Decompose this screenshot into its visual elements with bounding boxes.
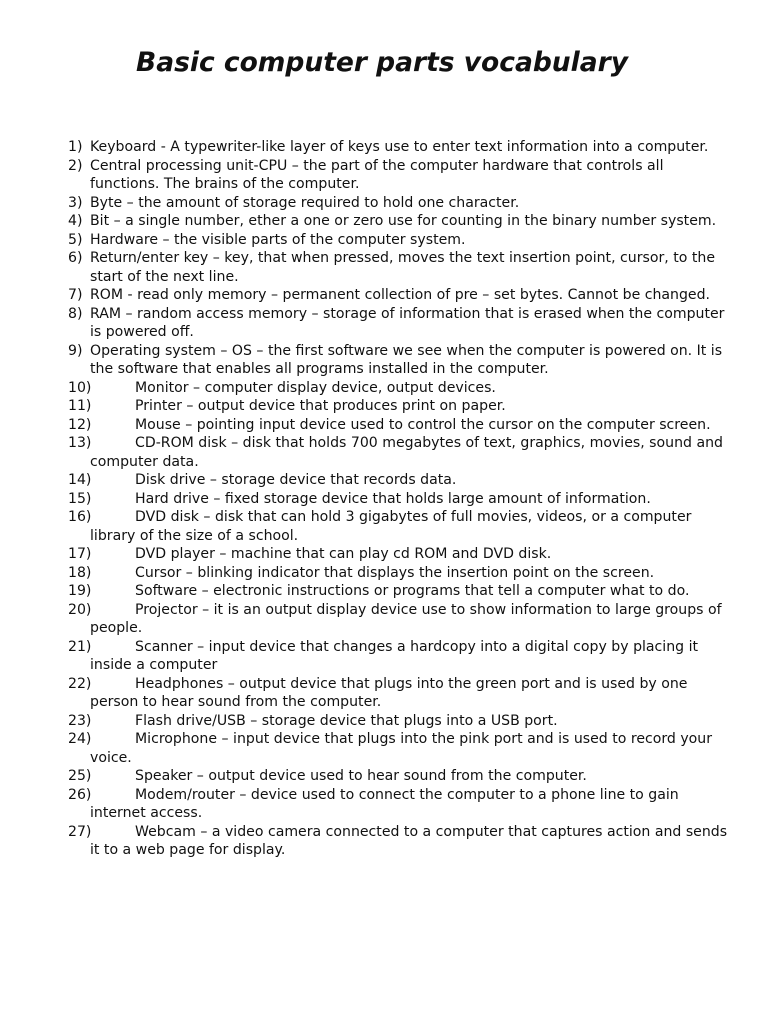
list-item (0, 564, 730, 583)
item-text: Webcam – a video camera connected to a computer that captures action and sends it to a web page for display. (90, 823, 728, 858)
item-text: Headphones – output device that plugs into the green port and is used by one person to hear sound from the computer. (90, 675, 688, 710)
list-item (0, 286, 730, 305)
list-item (0, 416, 730, 435)
item-number: 15) (68, 490, 92, 507)
item-text: Hard drive – fixed storage device that holds large amount of information. (135, 490, 651, 507)
list-item (0, 342, 730, 379)
item-number: 6) (68, 250, 83, 266)
list-item (0, 767, 730, 786)
item-text: Hardware – the visible parts of the computer system. (90, 231, 466, 248)
list-item (0, 379, 730, 398)
vocabulary-list (0, 138, 768, 860)
item-text: RAM – random access memory – storage of information that is erased when the computer is powered off. (90, 305, 725, 340)
item-number: 13) (68, 435, 92, 451)
item-number: 10) (68, 379, 92, 396)
item-number: 5) (68, 231, 83, 248)
item-number: 16) (68, 509, 92, 525)
item-number: 24) (68, 731, 92, 747)
item-text: Mouse – pointing input device used to control the cursor on the computer screen. (135, 416, 711, 433)
item-text: Microphone – input device that plugs into the pink port and is used to record your voice. (90, 731, 713, 766)
item-number: 4) (68, 213, 83, 229)
item-number: 25) (68, 768, 92, 784)
item-text: Flash drive/USB – storage device that plugs into a USB port. (135, 712, 558, 729)
list-item (0, 786, 730, 823)
item-text: Scanner – input device that changes a hardcopy into a digital copy by placing it inside a computer (90, 638, 699, 673)
item-text: Keyboard - A typewriter-like layer of keys use to enter text information into a computer. (90, 139, 709, 155)
item-number: 9) (68, 342, 83, 359)
list-item (0, 194, 730, 213)
item-number: 11) (68, 398, 92, 414)
list-item (0, 730, 730, 767)
list-item (0, 712, 730, 731)
item-number: 21) (68, 638, 92, 655)
item-text: CD-ROM disk – disk that holds 700 megabytes of text, graphics, movies, sound and computer data. (90, 435, 723, 470)
item-text: ROM - read only memory – permanent collection of pre – set bytes. Cannot be changed. (90, 287, 711, 303)
item-text: Modem/router – device used to connect the computer to a phone line to gain internet access. (90, 786, 679, 821)
item-number: 1) (68, 139, 83, 155)
list-item (0, 675, 730, 712)
item-number: 23) (68, 712, 92, 729)
item-number: 8) (68, 305, 83, 322)
item-text: DVD disk – disk that can hold 3 gigabytes of full movies, videos, or a computer library of the size of a school. (90, 509, 692, 544)
item-text: Return/enter key – key, that when pressed, moves the text insertion point, cursor, to the start of the next line. (90, 250, 715, 285)
item-text: Operating system – OS – the first software we see when the computer is powered on. It is the software that enables all programs installed in the computer. (90, 342, 723, 377)
list-item (0, 231, 730, 250)
item-number: 7) (68, 287, 83, 303)
item-text: Byte – the amount of storage required to hold one character. (90, 194, 520, 211)
item-number: 19) (68, 583, 92, 599)
item-text: Monitor – computer display device, output devices. (135, 379, 496, 396)
item-text: DVD player – machine that can play cd ROM and DVD disk. (135, 546, 552, 562)
list-item (0, 471, 730, 490)
item-text: Disk drive – storage device that records data. (135, 472, 457, 488)
item-text: Software – electronic instructions or programs that tell a computer what to do. (135, 583, 690, 599)
item-text: Cursor – blinking indicator that displays the insertion point on the screen. (135, 564, 655, 581)
list-item (0, 305, 730, 342)
item-number: 3) (68, 194, 83, 211)
item-number: 17) (68, 546, 92, 562)
list-item (0, 212, 730, 231)
list-item (0, 823, 730, 860)
list-item (0, 545, 730, 564)
item-text: Central processing unit-CPU – the part of the computer hardware that controls all functions. The brains of the computer. (90, 157, 664, 192)
item-number: 26) (68, 786, 92, 803)
item-number: 27) (68, 823, 92, 840)
list-item (0, 490, 730, 509)
list-item (0, 249, 730, 286)
item-number: 12) (68, 416, 92, 433)
list-item (0, 582, 730, 601)
item-text: Bit – a single number, ether a one or zero use for counting in the binary number system. (90, 213, 717, 229)
item-number: 22) (68, 675, 92, 692)
document-title: Basic computer parts vocabulary (136, 47, 628, 78)
list-item (0, 434, 730, 471)
item-number: 2) (68, 157, 83, 174)
list-item (0, 138, 730, 157)
list-item (0, 157, 730, 194)
item-number: 20) (68, 601, 92, 618)
list-item (0, 601, 730, 638)
item-number: 18) (68, 564, 92, 581)
item-text: Speaker – output device used to hear sound from the computer. (135, 768, 587, 784)
item-text: Printer – output device that produces print on paper. (135, 398, 506, 414)
list-item (0, 397, 730, 416)
list-item (0, 638, 730, 675)
item-text: Projector – it is an output display device use to show information to large groups of people. (90, 601, 722, 636)
list-item (0, 508, 730, 545)
item-number: 14) (68, 472, 92, 488)
